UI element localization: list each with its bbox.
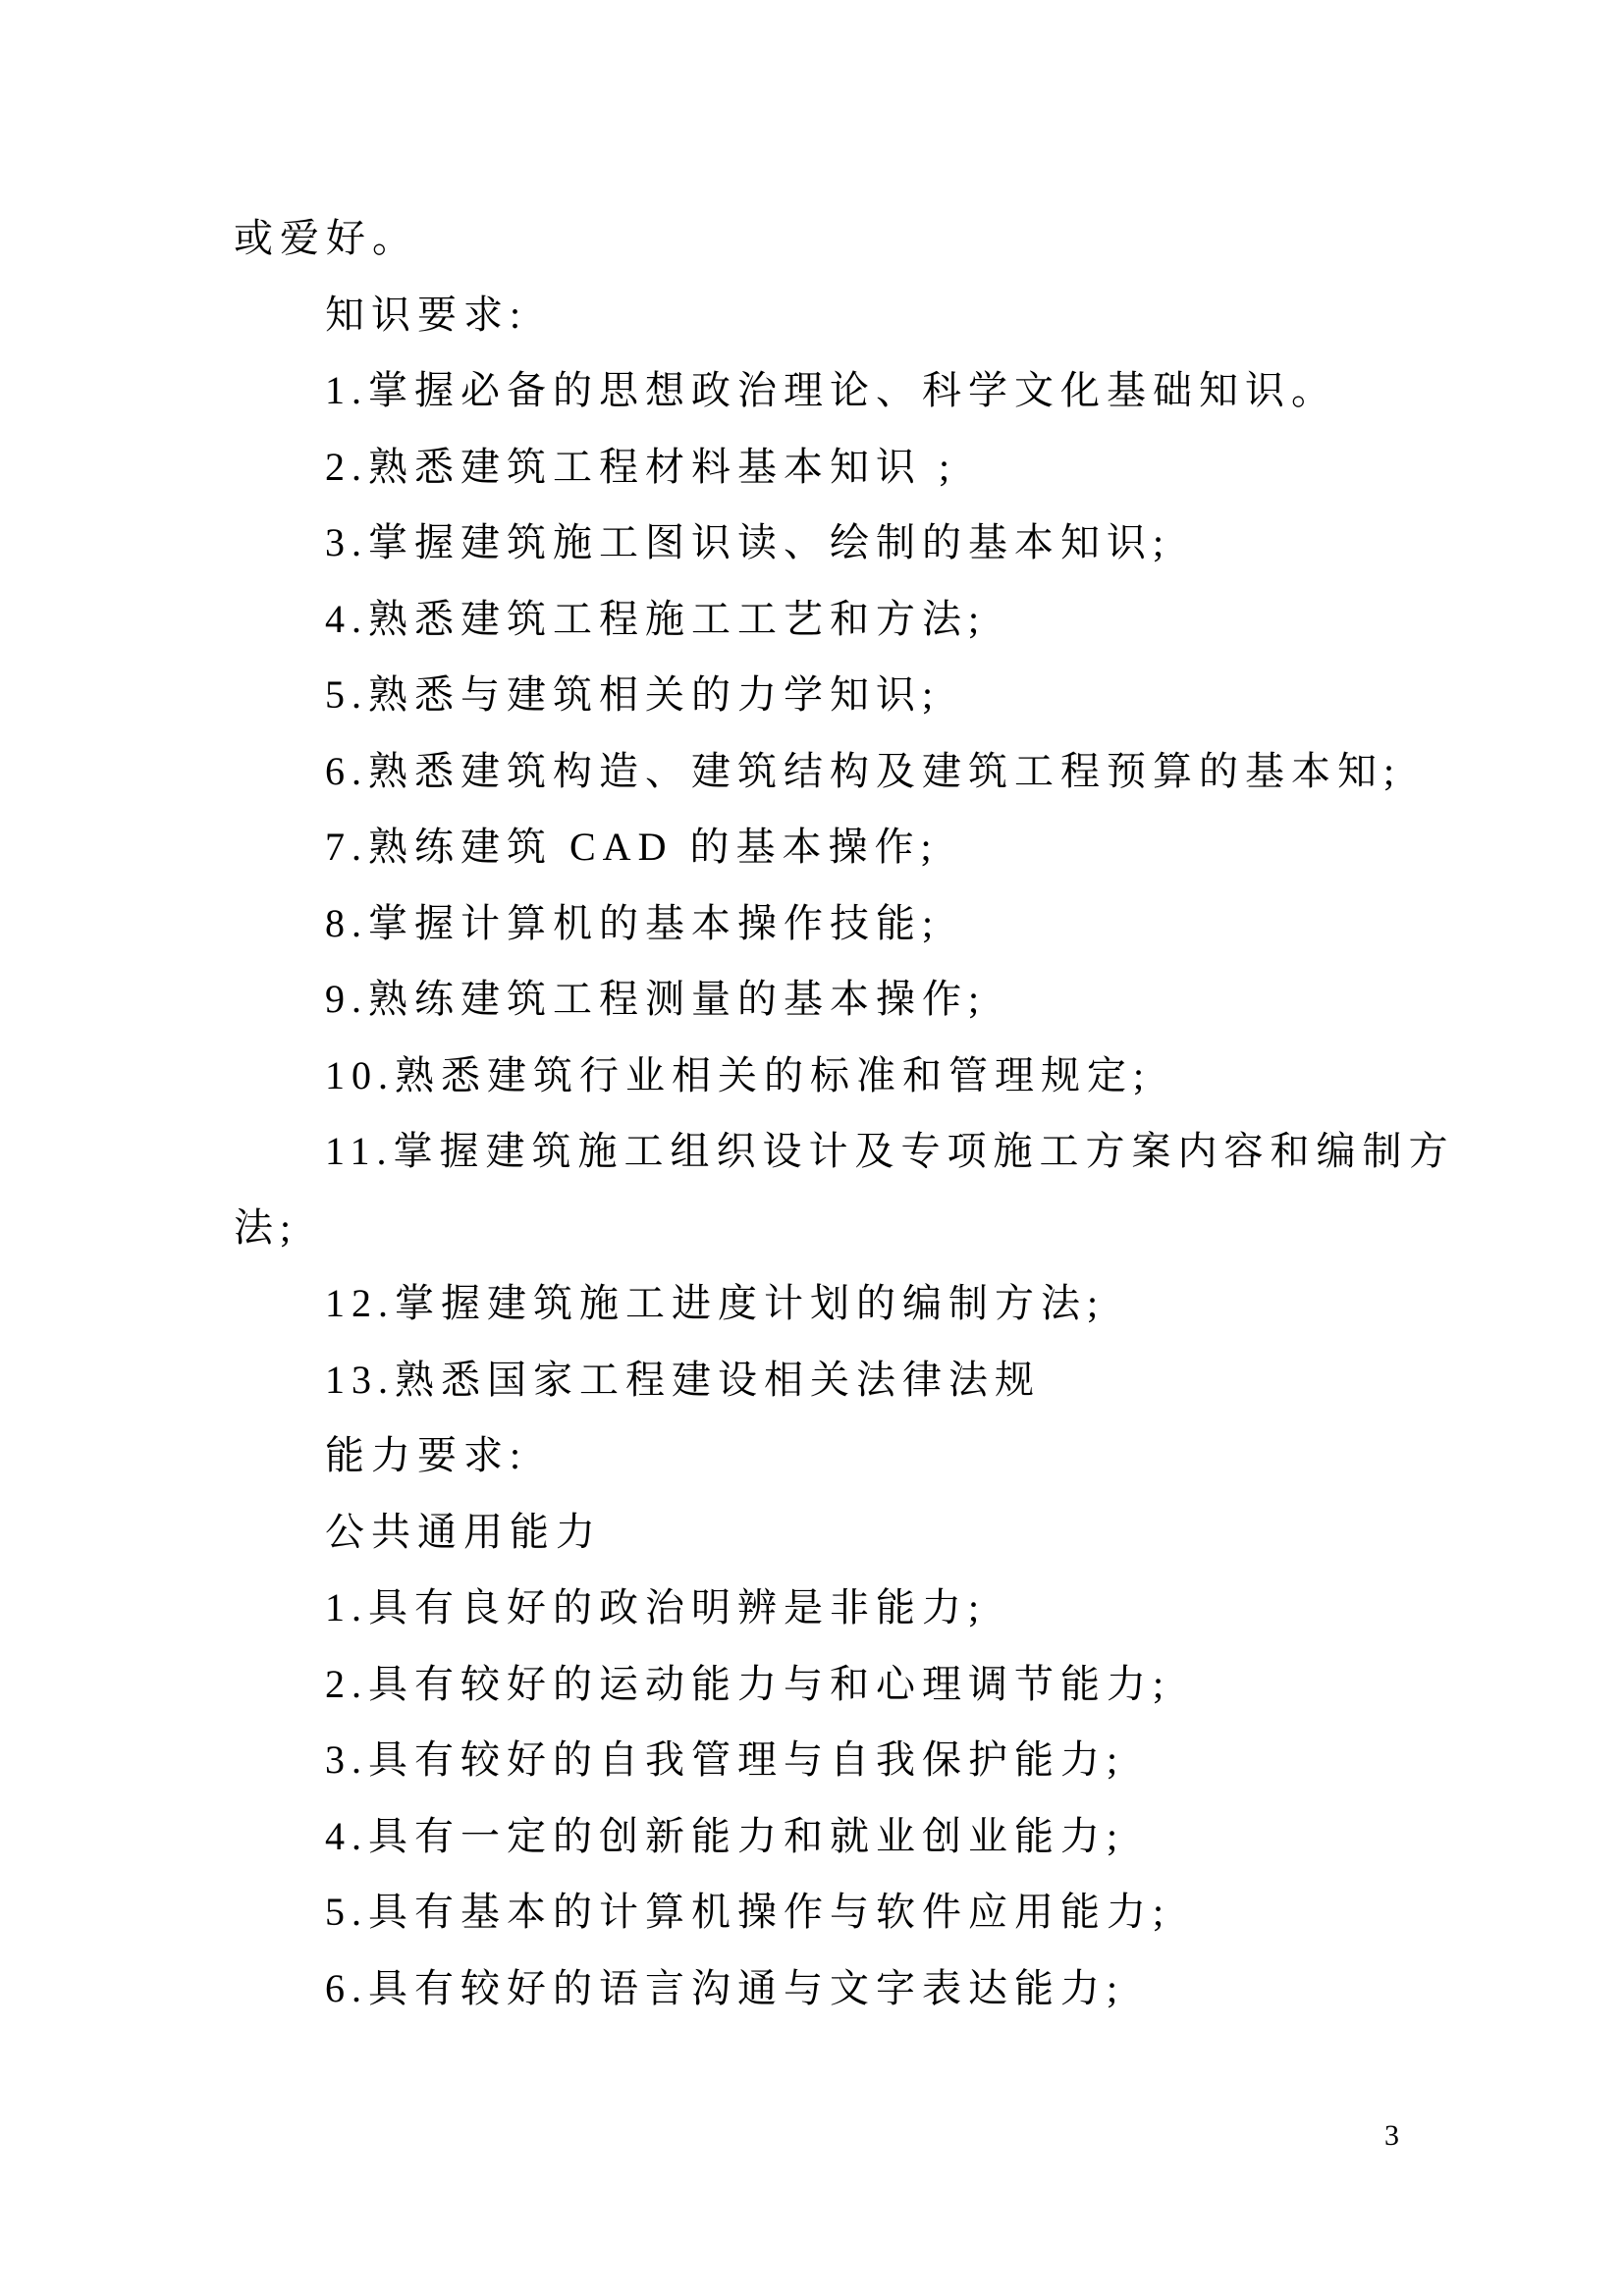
text-line: 公共通用能力 (325, 1509, 602, 1554)
text-line: 11.掌握建筑施工组织设计及专项施工方案内容和编制方 (325, 1129, 1455, 1173)
text-line: 10.熟悉建筑行业相关的标准和管理规定; (325, 1052, 1152, 1097)
document-body (234, 200, 1455, 2026)
text-line: 2.熟悉建筑工程材料基本知识 ; (325, 444, 957, 489)
text-line: 9.熟练建筑工程测量的基本操作; (325, 977, 987, 1021)
page-number: 3 (1384, 2119, 1399, 2152)
text-line: 4.熟悉建筑工程施工工艺和方法; (325, 596, 987, 641)
text-line: 3.掌握建筑施工图识读、绘制的基本知识; (325, 520, 1171, 564)
text-line: 或爱好。 (234, 216, 418, 260)
text-line: 1.具有良好的政治明辨是非能力; (325, 1585, 987, 1629)
text-line: 4.具有一定的创新能力和就业创业能力; (325, 1813, 1125, 1858)
text-line: 5.熟悉与建筑相关的力学知识; (325, 672, 941, 717)
text-line: 12.掌握建筑施工进度计划的编制方法; (325, 1281, 1106, 1325)
text-line: 2.具有较好的运动能力与和心理调节能力; (325, 1661, 1171, 1706)
text-line: 3.具有较好的自我管理与自我保护能力; (325, 1737, 1125, 1782)
text-line: 1.掌握必备的思想政治理论、科学文化基础知识。 (325, 368, 1337, 412)
text-line: 13.熟悉国家工程建设相关法律法规 (325, 1357, 1041, 1402)
text-line: 6.熟悉建筑构造、建筑结构及建筑工程预算的基本知; (325, 748, 1402, 793)
text-line: 知识要求: (325, 292, 528, 337)
text-line: 6.具有较好的语言沟通与文字表达能力; (325, 1965, 1125, 2010)
text-line: 8.掌握计算机的基本操作技能; (325, 900, 941, 945)
text-line: 能力要求: (325, 1433, 528, 1477)
text-line: 法; (234, 1204, 298, 1250)
text-line: 7.熟练建筑 CAD 的基本操作; (325, 825, 939, 869)
text-line: 5.具有基本的计算机操作与软件应用能力; (325, 1890, 1171, 1934)
